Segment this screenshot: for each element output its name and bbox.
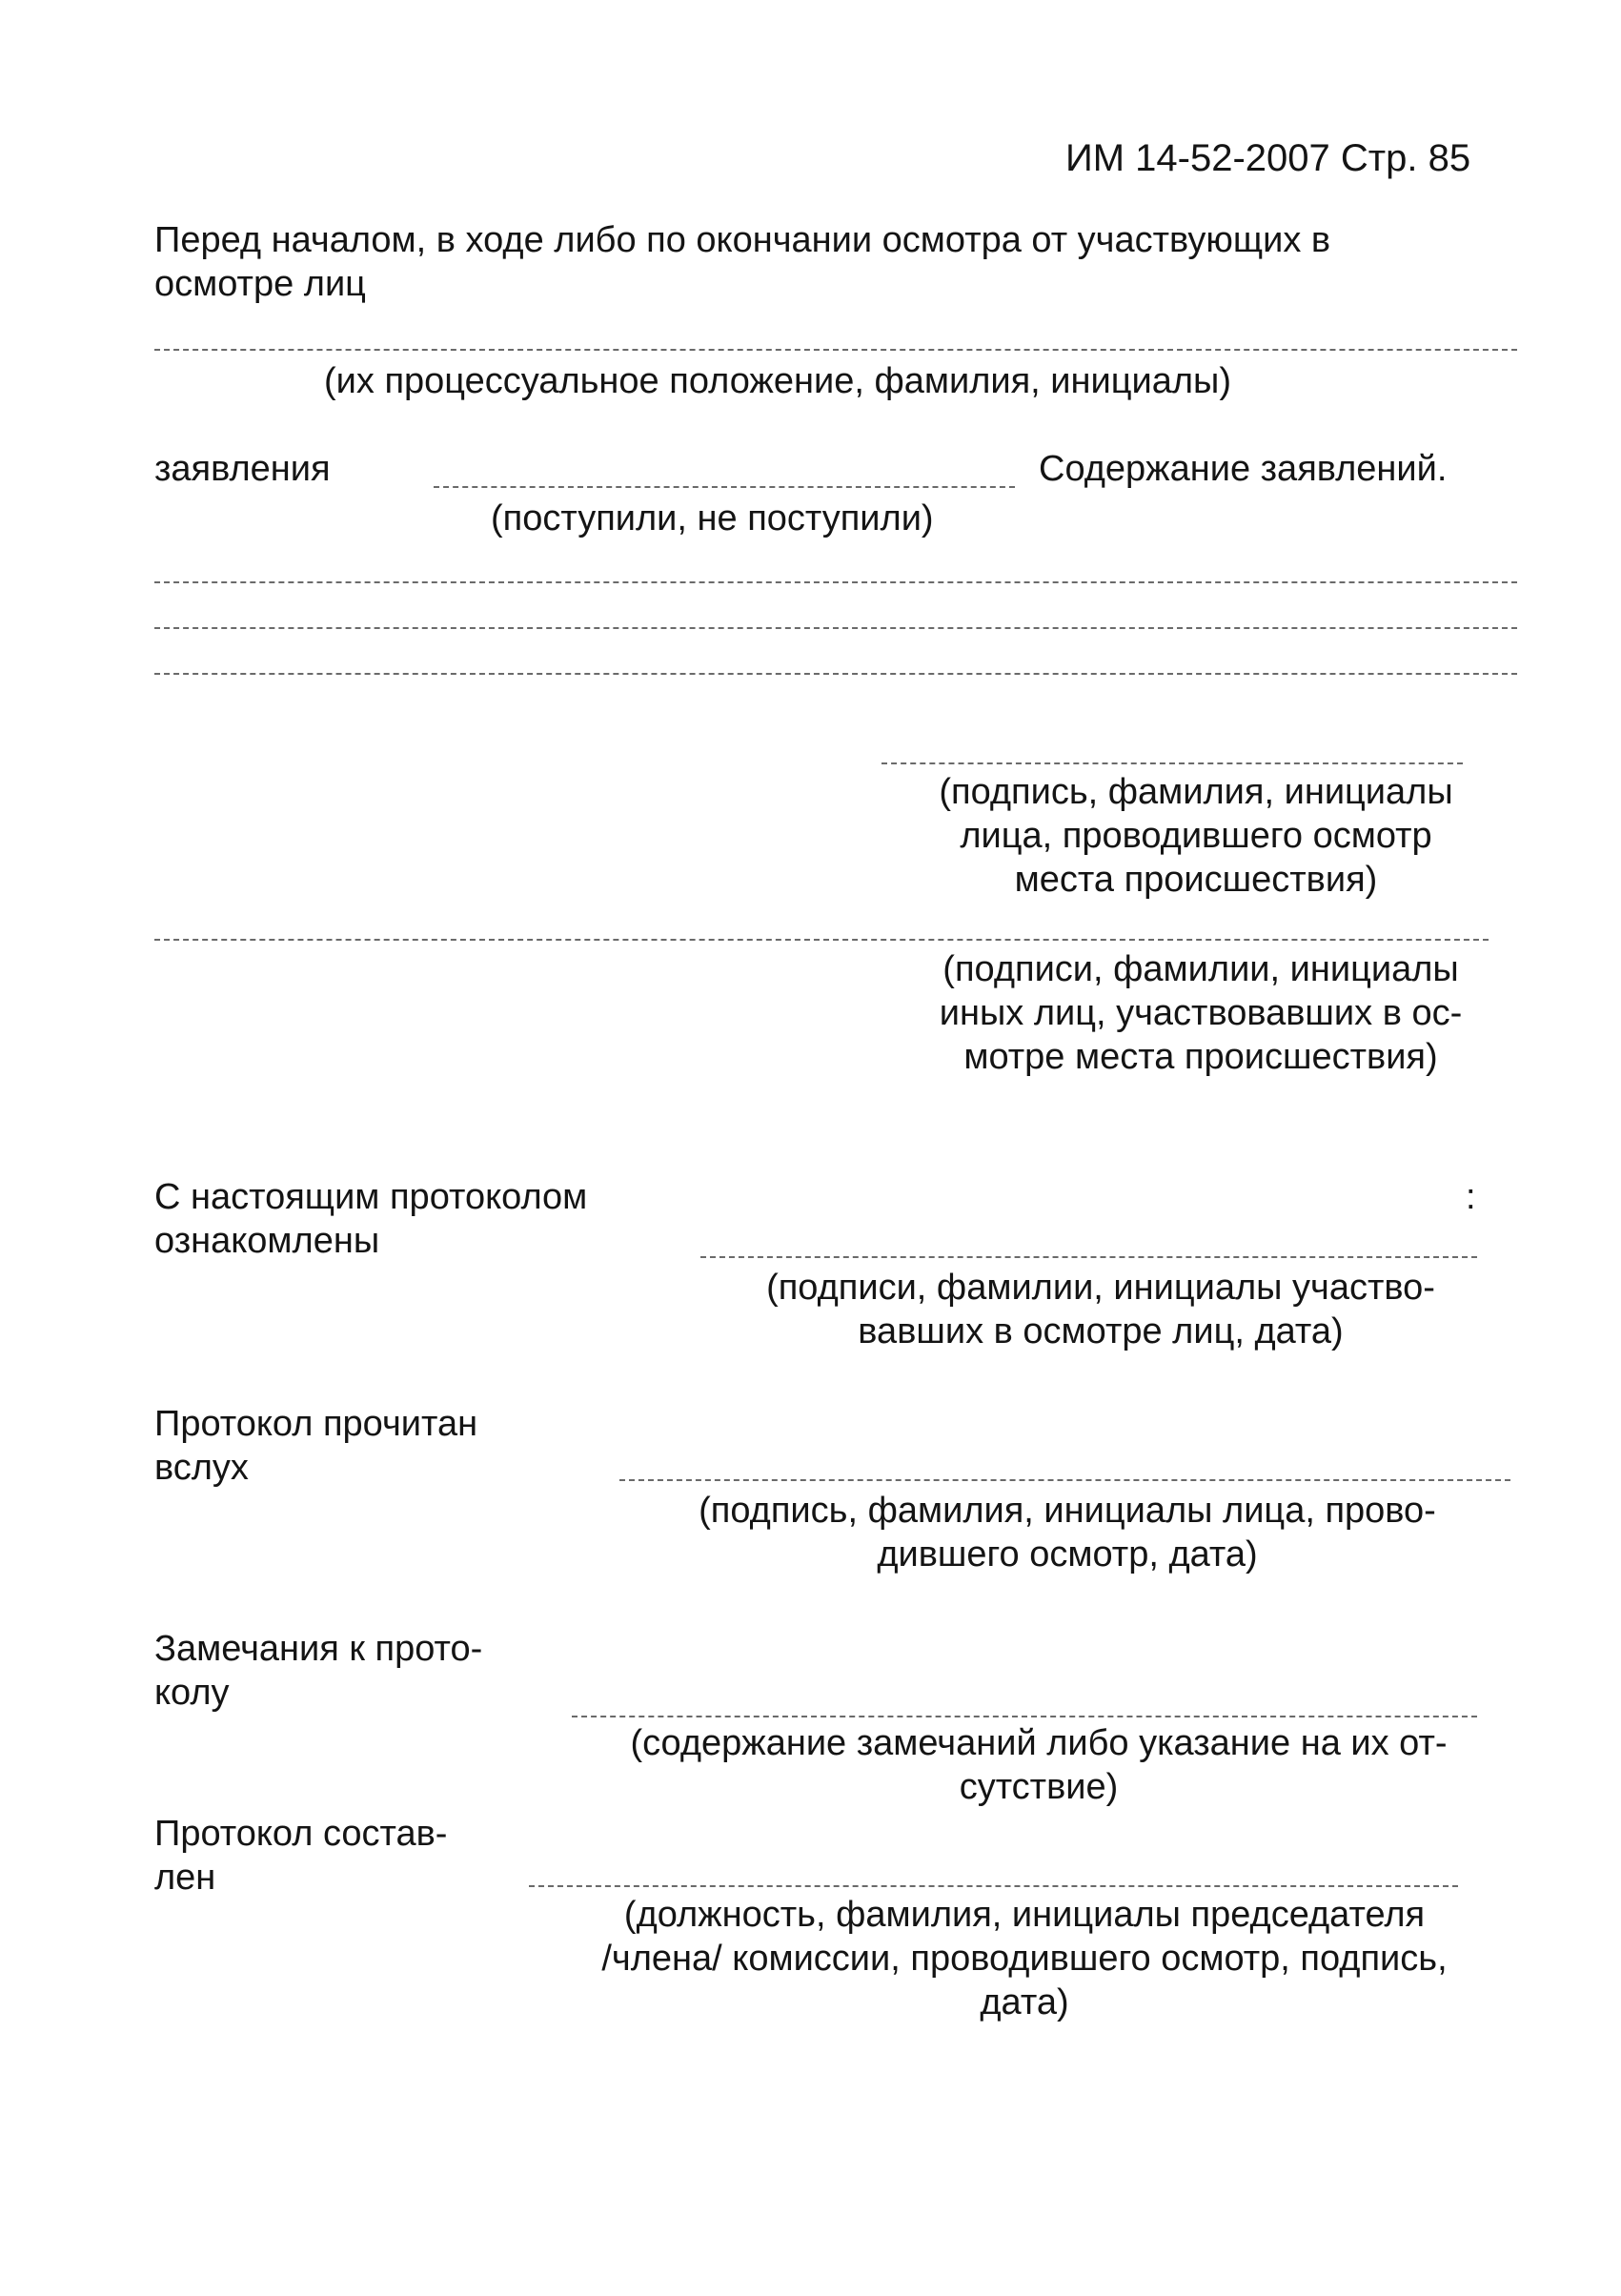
acquainted-caption-line1: (подписи, фамилии, инициалы участво- — [766, 1268, 1435, 1308]
page-reference: ИМ 14-52-2007 Стр. 85 — [1065, 137, 1471, 179]
others-caption-line2: иных лиц, участвовавших в ос- — [939, 993, 1463, 1033]
compiled-caption-line1: (должность, фамилия, инициалы председателя — [623, 1895, 1426, 1935]
participants-caption: (их процессуальное положение, фамилия, инициалы) — [324, 361, 1231, 401]
statements-content-label: Содержание заявлений. — [1039, 449, 1448, 489]
statements-content-line3 — [154, 673, 1517, 675]
compiled-caption — [543, 1893, 1506, 2024]
inspector-caption-line3: места происшествия) — [1014, 860, 1378, 900]
acquainted-label-line2: ознакомлены — [154, 1221, 380, 1261]
compiled-caption-line2: /члена/ комиссии, проводившего осмотр, подпись, — [601, 1939, 1448, 1979]
others-signature-line — [154, 939, 1489, 941]
read-aloud-caption — [648, 1489, 1487, 1576]
compiled-label-line2: лен — [154, 1858, 216, 1898]
remarks-caption-line1: (содержание замечаний либо указание на их от- — [630, 1723, 1448, 1763]
inspector-signature-line — [881, 762, 1463, 764]
statements-fill-line — [434, 486, 1015, 488]
statements-content-line1 — [154, 581, 1517, 583]
remarks-fill-line — [572, 1716, 1477, 1717]
read-aloud-fill-line — [619, 1479, 1510, 1481]
read-aloud-label-line2: вслух — [154, 1448, 249, 1488]
inspector-caption-line2: лица, проводившего осмотр — [960, 816, 1432, 856]
acquainted-label-line1: С настоящим протоколом — [154, 1177, 588, 1217]
others-signature-caption — [886, 947, 1515, 1079]
intro-text-line1: Перед началом, в ходе либо по окончании осмотра от участвующих в — [154, 220, 1331, 260]
inspector-signature-caption — [881, 770, 1510, 902]
compiled-fill-line — [529, 1885, 1458, 1887]
remarks-label-line2: колу — [154, 1673, 230, 1713]
remarks-caption-line2: сутствие) — [959, 1767, 1119, 1807]
intro-text-line2: осмотре лиц — [154, 264, 366, 304]
others-caption-line3: мотре места происшествия) — [963, 1037, 1438, 1077]
acquainted-caption — [710, 1266, 1491, 1353]
acquainted-colon: : — [1466, 1177, 1476, 1217]
acquainted-fill-line — [700, 1256, 1477, 1258]
participants-fill-line — [154, 349, 1517, 351]
read-aloud-caption-line2: дившего осмотр, дата) — [877, 1534, 1258, 1575]
inspector-caption-line1: (подпись, фамилия, инициалы — [939, 772, 1453, 812]
read-aloud-caption-line1: (подпись, фамилия, инициалы лица, прово- — [699, 1491, 1436, 1531]
statements-content-line2 — [154, 627, 1517, 629]
acquainted-caption-line2: вавших в осмотре лиц, дата) — [858, 1311, 1344, 1351]
read-aloud-label-line1: Протокол прочитан — [154, 1404, 478, 1444]
statements-caption: (поступили, не поступили) — [491, 498, 934, 538]
compiled-caption-line3: дата) — [980, 1982, 1069, 2022]
remarks-caption — [562, 1721, 1515, 1809]
remarks-label-line1: Замечания к прото- — [154, 1629, 483, 1669]
statements-label: заявления — [154, 449, 331, 489]
others-caption-line1: (подписи, фамилии, инициалы — [942, 949, 1459, 989]
compiled-label-line1: Протокол состав- — [154, 1814, 448, 1854]
